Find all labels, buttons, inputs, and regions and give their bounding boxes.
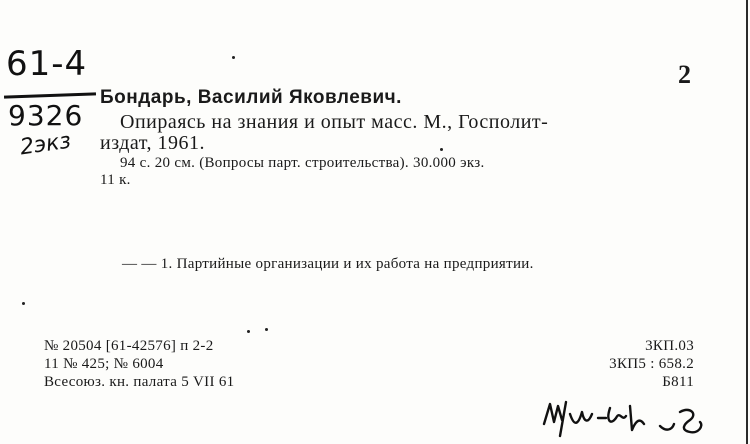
card-edge — [746, 0, 748, 444]
handwritten-copies-note: 2экз — [18, 128, 73, 161]
price: 11 к. — [100, 172, 131, 188]
registration-number: 11 № 425; № 6004 — [44, 356, 164, 372]
scan-speck — [265, 328, 268, 331]
record-number: № 20504 [61-42576] п 2-2 — [44, 338, 214, 354]
scan-speck — [22, 302, 25, 305]
physical-description: 94 с. 20 см. (Вопросы парт. строительства). 30.000 экз. — [120, 155, 485, 171]
scan-speck — [247, 330, 250, 333]
handwritten-shelf-mark-number: 9326 — [8, 99, 84, 132]
classification-code-1: 3КП.03 — [645, 338, 694, 354]
title-line-2: издат, 1961. — [100, 132, 206, 154]
handwritten-shelf-mark-top: 61-4 — [6, 44, 88, 84]
handwritten-divider — [4, 92, 96, 98]
card-number: 2 — [678, 60, 691, 89]
chamber-imprint: Всесоюз. кн. палата 5 VII 61 — [44, 374, 235, 390]
scan-speck — [232, 56, 235, 59]
scan-speck — [440, 148, 443, 151]
classification-code-2: 3КП5 : 658.2 — [609, 356, 694, 372]
author-mark: Б811 — [662, 374, 694, 390]
handwritten-signature — [540, 396, 710, 440]
subject-heading: — — 1. Партийные организации и их работа на предприятии. — [122, 256, 534, 272]
title-line-1: Опираясь на знания и опыт масс. М., Госполит- — [120, 111, 549, 133]
author-heading: Бондарь, Василий Яковлевич. — [100, 87, 402, 108]
